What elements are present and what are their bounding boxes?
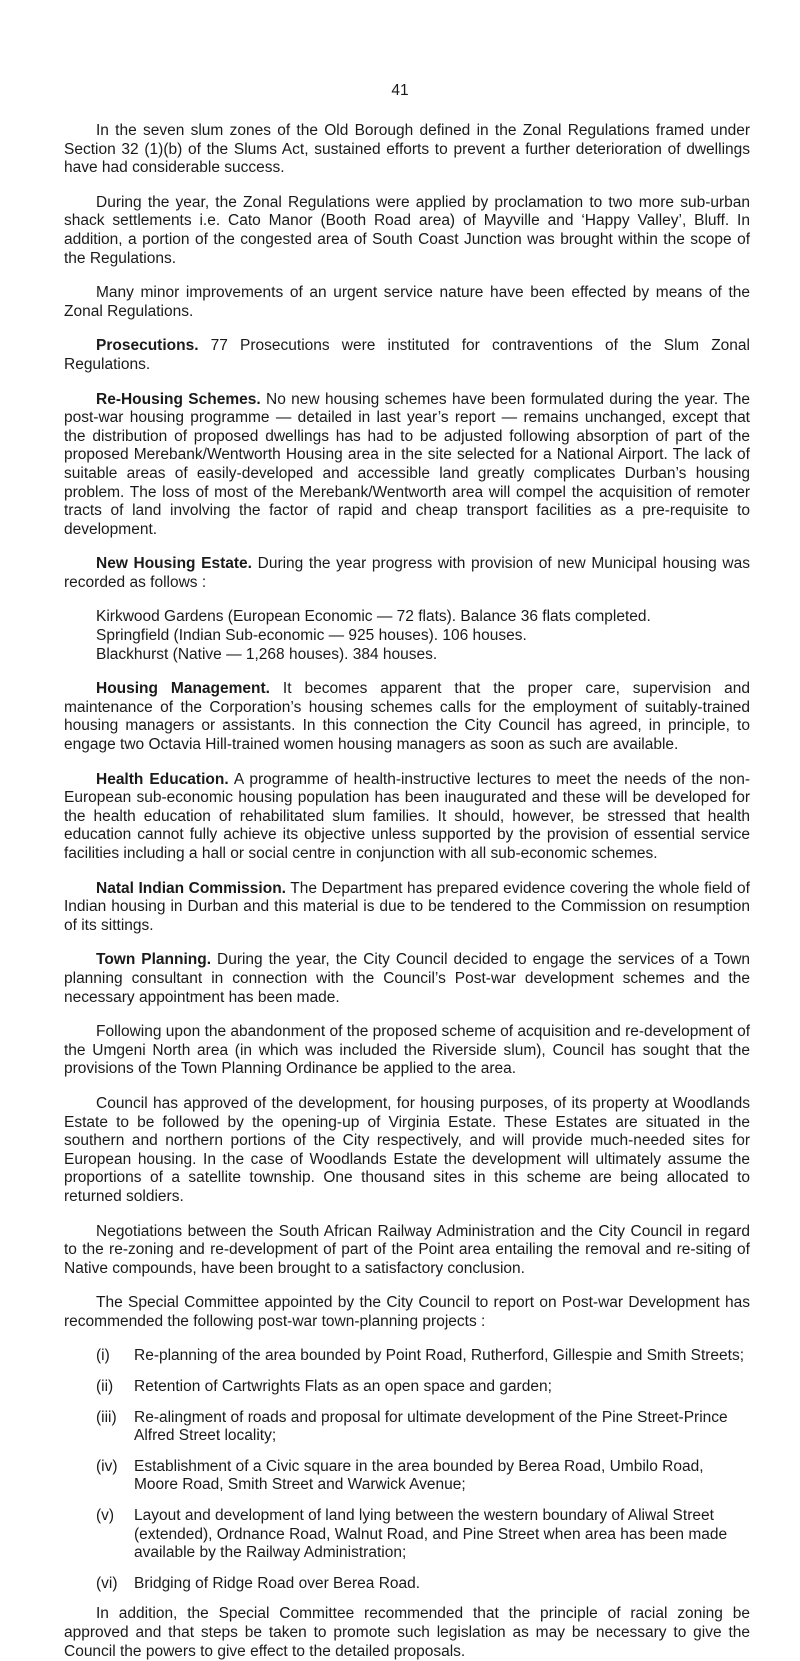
paragraph-umgeni-north: Following upon the abandonment of the proposed scheme of acquisition and re-development of the Umgeni North area (in which was included the Riverside slum), Council has sought that the provisions of the Town Planning Ordinance be applied to the area. [64, 1023, 751, 1078]
project-text: Re-alingment of roads and proposal for ultimate development of the Pine Street-Prince Alfred Street locality; [134, 1408, 728, 1445]
project-text: Bridging of Ridge Road over Berea Road. [134, 1574, 421, 1592]
heading-new-housing: New Housing Estate. [96, 555, 252, 573]
project-number: (iii) [96, 1408, 117, 1426]
project-item [64, 1458, 750, 1495]
project-number: (ii) [96, 1378, 114, 1396]
section-prosecutions [64, 337, 750, 374]
heading-rehousing: Re-Housing Schemes. [96, 390, 261, 408]
project-item [64, 1507, 750, 1563]
text-prosecutions: 77 Prosecutions were instituted for contraventions of the Slum Zonal Regulations. [64, 337, 750, 373]
document-body [64, 122, 750, 1661]
paragraph-minor-improvements: Many minor improvements of an urgent service nature have been effected by means of the Zonal Regulations. [64, 284, 750, 320]
section-housing-management [64, 680, 750, 754]
section-natal-indian-commission [64, 880, 750, 936]
heading-town-planning: Town Planning. [96, 951, 212, 969]
section-new-housing [64, 555, 750, 592]
heading-health-education: Health Education. [96, 770, 229, 788]
project-number: (v) [96, 1507, 115, 1525]
text-town-planning: During the year, the City Council decided to engage the services of a Town planning consultant in connection with the Council’s Post-war development schemes and the necessary appointment has been made. [64, 951, 751, 1006]
project-text: Establishment of a Civic square in the area bounded by Berea Road, Umbilo Road, Moore Road, Smith Street and Warwick Avenue; [134, 1457, 704, 1494]
project-text: Retention of Cartwrights Flats as an open space and garden; [134, 1378, 552, 1396]
project-number: (i) [96, 1347, 110, 1365]
heading-prosecutions: Prosecutions. [96, 337, 199, 355]
project-item [64, 1409, 750, 1446]
paragraph-slum-zones: In the seven slum zones of the Old Borough defined in the Zonal Regulations framed under Section 32 (1)(b) of the Slums Act, sustained efforts to prevent a further deterioration of dwellings have had considerable success. [64, 122, 750, 177]
paragraph-railway-negotiations: Negotiations between the South African Railway Administration and the City Council in regard to the re-zoning and re-development of part of the Point area entailing the removal and re-siting of Native compounds, have been brought to a satisfactory conclusion. [64, 1222, 750, 1277]
project-item [64, 1575, 750, 1594]
text-health-education: A programme of health-instructive lectures to meet the needs of the non-European sub-economic housing population has been inaugurated and these will be developed for the health education of rehabilitated slum families. It should, however, be stressed that health education cannot fully achieve its objective unless supported by the provision of essential service facilities including a hall or social centre in conjunction with all sub-economic schemes. [64, 770, 750, 862]
project-number: (vi) [96, 1574, 118, 1592]
paragraph-woodlands-estate: Council has approved of the development, for housing purposes, of its property at Woodlands Estate to be followed by the opening-up of Virginia Estate. These Estates are situated in the southern and northern portions of the City respectively, and will provide much-needed sites for European housing. In the case of Woodlands Estate the development will ultimately assume the proportions of a satellite township. One thousand sites in this scheme are being allocated to returned soldiers. [64, 1094, 750, 1205]
page-number: 41 [391, 82, 409, 99]
project-number: (iv) [96, 1457, 118, 1475]
heading-natal-indian-commission: Natal Indian Commission. [96, 879, 286, 897]
project-item [64, 1378, 750, 1397]
paragraph-special-committee: The Special Committee appointed by the City Council to report on Post-war Development has recommended the following post-war town-planning projects : [64, 1294, 750, 1330]
project-text: Re-planning of the area bounded by Point Road, Rutherford, Gillespie and Smith Streets; [134, 1347, 745, 1365]
text-housing-management: It becomes apparent that the proper care, supervision and maintenance of the Corporation’s housing schemes calls for the employment of suitably-trained housing managers or assistants. In this connection the City Council has agreed, in principle, to engage two Octavia Hill-trained women housing managers as soon as such are available. [64, 680, 750, 754]
estate-item: Blackhurst (Native — 1,268 houses). 384 houses. [96, 645, 438, 663]
heading-housing-management: Housing Management. [96, 680, 270, 698]
project-item [64, 1347, 750, 1366]
estate-item: Kirkwood Gardens (European Economic — 72 flats). Balance 36 flats completed. [96, 608, 651, 626]
paragraph-zonal-regulations: During the year, the Zonal Regulations were applied by proclamation to two more sub-urban shack settlements i.e. Cato Manor (Booth Road area) of Mayville and ‘Happy Valley’, Bluff. In addition, a portion of the congested area of South Coast Junction was brought within the scope of the Regulations. [64, 193, 750, 267]
text-rehousing: No new housing schemes have been formulated during the year. The post-war housing programme — detailed in last year’s report — remains unchanged, except that the distribution of proposed dwellings has had to be adjusted following absorption of part of the proposed Merebank/Wentworth Housing area in the site selected for a National Airport. The lack of suitable areas of easily-developed and accessible land greatly complicates Durban’s housing problem. The loss of most of the Merebank/Wentworth area will compel the acquisition of remoter tracts of land involving the factor of rapid and cheap transport facilities as a pre-requisite to development. [64, 390, 750, 538]
paragraph-racial-zoning: In addition, the Special Committee recommended that the principle of racial zoning be approved and that steps be taken to promote such legislation as may be necessary to give the Council the powers to give effect to the detailed proposals. [64, 1605, 750, 1660]
section-rehousing [64, 391, 750, 540]
text-new-housing: During the year progress with provision of new Municipal housing was recorded as follows : [64, 555, 750, 591]
estate-item: Springfield (Indian Sub-economic — 925 houses). 106 houses. [96, 627, 527, 645]
section-town-planning [64, 951, 750, 1007]
text-natal-indian-commission: The Department has prepared evidence covering the whole field of Indian housing in Durban and this material is due to be tendered to the Commission on resumption of its sittings. [64, 879, 750, 934]
section-health-education [64, 771, 750, 864]
project-text: Layout and development of land lying between the western boundary of Aliwal Street (extended), Ordnance Road, Walnut Road, and Pine Street when area has been made available by the Railway Administration; [134, 1507, 728, 1562]
estate-list [64, 608, 750, 664]
projects-list [64, 1347, 750, 1593]
